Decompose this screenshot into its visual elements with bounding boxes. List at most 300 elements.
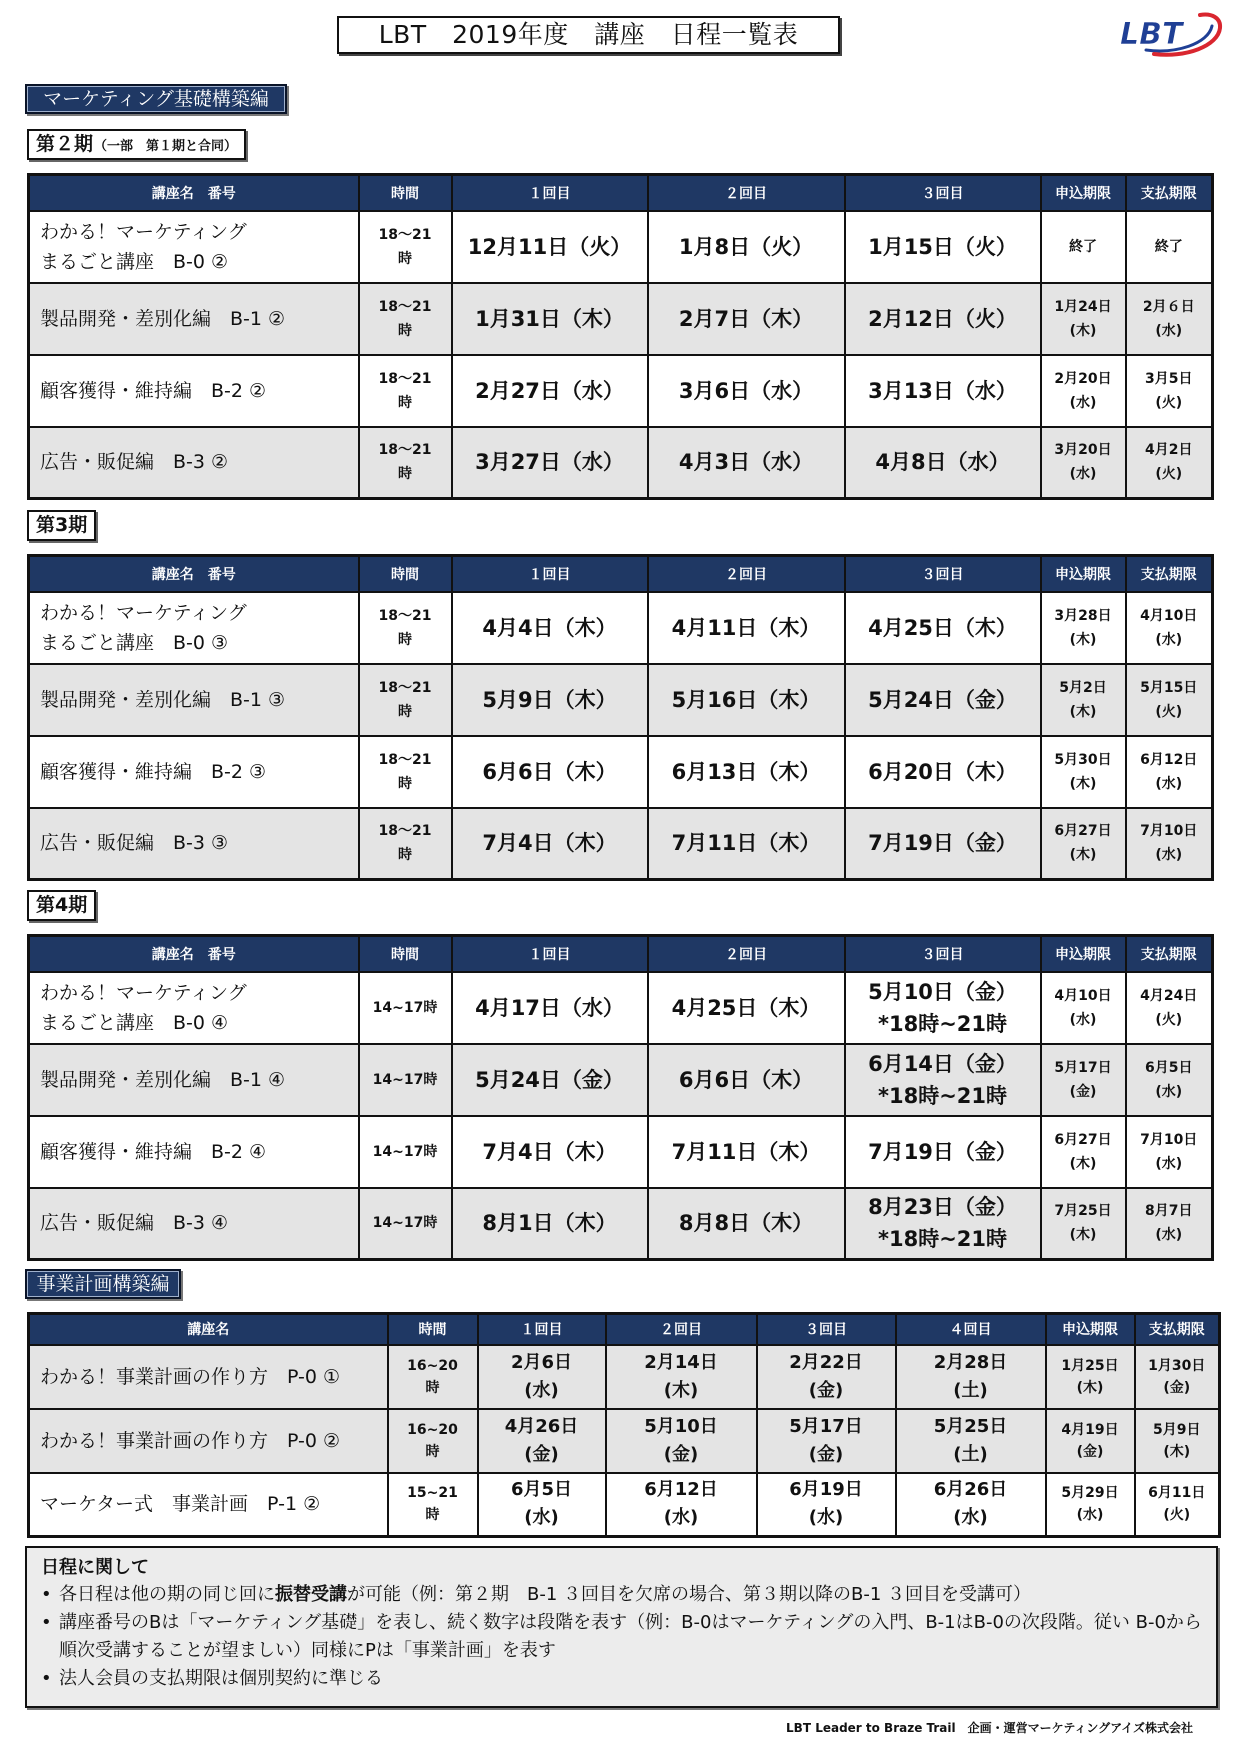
apply-deadline: 7月25日 — [1054, 1203, 1112, 1220]
column-header: ２回目 — [648, 936, 845, 972]
session-date: 5月16日（木） — [671, 687, 821, 712]
time-text: 時 — [398, 847, 412, 864]
session-date: *18時~21時 — [877, 1227, 1008, 1252]
apply-deadline: (水) — [1069, 1011, 1097, 1028]
course-name: わかる！マーケティング — [40, 601, 247, 624]
time-text: 18〜21 — [378, 751, 432, 768]
session-date: 6月20日（木） — [868, 759, 1017, 784]
session-date: 1月15日（火） — [868, 234, 1017, 259]
apply-deadline-cell — [1046, 1345, 1135, 1409]
course-name-cell — [29, 664, 359, 736]
course-row — [29, 1473, 1220, 1537]
apply-deadline-cell — [1046, 1473, 1135, 1537]
apply-deadline: (木) — [1069, 847, 1097, 864]
payment-deadline-cell — [1126, 972, 1213, 1044]
note-text: 講座番号のBは「マーケティング基礎」を表し、続く数字は段階を表す（例：B-0はマーケティングの入門、B-1はB-0の次段階。従い B-0から順次受講することが望ましい）同様にPは「事業計画」を表す — [59, 1612, 1202, 1661]
course-name: 顧客獲得・維持編 B-2 ④ — [40, 1140, 267, 1163]
table-body — [29, 1345, 1220, 1537]
session-date: 4月11日（木） — [671, 615, 821, 640]
session-2-cell — [648, 736, 845, 808]
course-row — [29, 808, 1213, 880]
session-date: 6月14日（金） — [868, 1051, 1017, 1076]
session-date: 2月7日（木） — [678, 306, 814, 331]
table-header — [29, 175, 1213, 211]
column-header: 講座名 — [29, 1314, 388, 1345]
payment-deadline: (水) — [1155, 322, 1183, 339]
payment-deadline: (水) — [1155, 631, 1183, 648]
session-date: 5月24日（金） — [868, 687, 1017, 712]
apply-deadline: (木) — [1069, 322, 1097, 339]
time-cell — [359, 355, 452, 427]
time-cell — [359, 1188, 452, 1260]
column-header: １回目 — [452, 175, 648, 211]
session-date: 2月22日 — [789, 1351, 863, 1373]
column-header: ３回目 — [845, 175, 1041, 211]
session-date: 3月6日（水） — [678, 378, 814, 403]
session-date: 6月19日 — [789, 1479, 863, 1501]
term-label-3 — [27, 510, 96, 541]
payment-deadline: 4月24日 — [1140, 987, 1198, 1004]
note-item — [41, 1609, 1204, 1665]
time-text: 時 — [425, 1379, 440, 1396]
session-2-cell — [606, 1409, 757, 1473]
course-name: 顧客獲得・維持編 B-2 ③ — [40, 760, 267, 783]
schedule-table-business-plan — [27, 1312, 1221, 1538]
course-row — [29, 972, 1213, 1044]
apply-deadline: 5月29日 — [1061, 1485, 1119, 1502]
payment-deadline-cell — [1135, 1345, 1220, 1409]
time-text: 時 — [425, 1507, 440, 1524]
apply-deadline: (木) — [1069, 703, 1097, 720]
apply-deadline-cell — [1041, 592, 1126, 664]
course-row — [29, 1409, 1220, 1473]
column-header: 申込期限 — [1041, 936, 1126, 972]
session-date: 8月23日（金） — [868, 1195, 1017, 1220]
session-date: 4月4日（木） — [482, 615, 617, 640]
table-header — [29, 556, 1213, 592]
note-item — [41, 1665, 1204, 1693]
time-text: 14~17時 — [372, 1143, 438, 1160]
session-1-cell — [452, 1116, 648, 1188]
apply-deadline-cell — [1041, 664, 1126, 736]
time-text: 時 — [398, 466, 412, 483]
session-2-cell — [648, 972, 845, 1044]
session-date: (水) — [808, 1507, 844, 1529]
column-header: 申込期限 — [1046, 1314, 1135, 1345]
time-cell — [359, 211, 452, 283]
payment-deadline: 1月30日 — [1148, 1357, 1206, 1374]
session-1-cell — [452, 283, 648, 355]
apply-deadline: 6月27日 — [1054, 823, 1112, 840]
table-body — [29, 211, 1213, 499]
term-note: （一部 第１期と合同） — [94, 139, 238, 154]
column-header: ２回目 — [606, 1314, 757, 1345]
session-4-cell — [896, 1345, 1046, 1409]
payment-deadline-cell — [1126, 736, 1213, 808]
session-date: 7月19日（金） — [868, 1139, 1017, 1164]
note-text: 各日程は他の期の同じ回に — [59, 1584, 275, 1605]
course-row — [29, 211, 1213, 283]
course-name: 広告・販促編 B-3 ② — [40, 451, 229, 474]
course-name: わかる！マーケティング — [40, 220, 247, 243]
time-cell — [359, 592, 452, 664]
session-3-cell — [845, 427, 1041, 499]
payment-deadline: (火) — [1155, 1011, 1183, 1028]
course-row — [29, 283, 1213, 355]
apply-deadline-cell — [1041, 211, 1126, 283]
session-date: 4月25日（木） — [868, 615, 1017, 640]
session-2-cell — [648, 664, 845, 736]
payment-deadline: 5月15日 — [1140, 679, 1198, 696]
payment-deadline: (水) — [1155, 847, 1183, 864]
session-1-cell — [478, 1409, 606, 1473]
page-title: LBT 2019年度 講座 日程一覧表 — [337, 16, 840, 54]
column-header: ２回目 — [648, 556, 845, 592]
time-text: 15~21 — [407, 1485, 458, 1502]
course-name-cell — [29, 592, 359, 664]
bullet-icon — [41, 1609, 52, 1637]
course-name-cell — [29, 283, 359, 355]
session-date: 1月31日（木） — [475, 306, 624, 331]
apply-deadline: (水) — [1069, 394, 1097, 411]
apply-deadline-cell — [1041, 1188, 1126, 1260]
time-cell — [359, 736, 452, 808]
session-3-cell — [845, 664, 1041, 736]
apply-deadline-cell — [1041, 355, 1126, 427]
note-item — [41, 1581, 1204, 1609]
apply-deadline: 3月20日 — [1054, 442, 1112, 459]
session-date: 6月26日 — [933, 1479, 1008, 1501]
session-date: 2月27日（水） — [475, 378, 624, 403]
apply-deadline: (木) — [1069, 1227, 1097, 1244]
time-text: 18〜21 — [378, 607, 432, 624]
apply-deadline: 6月27日 — [1054, 1131, 1112, 1148]
apply-deadline-cell — [1041, 283, 1126, 355]
course-row — [29, 1116, 1213, 1188]
time-cell — [388, 1409, 478, 1473]
payment-deadline: (火) — [1155, 394, 1183, 411]
payment-deadline: 4月2日 — [1145, 442, 1193, 459]
course-name-cell — [29, 1409, 388, 1473]
session-date: 4月17日（水） — [475, 995, 624, 1020]
note-text: 法人会員の支払期限は個別契約に準じる — [59, 1668, 383, 1689]
session-3-cell — [757, 1345, 896, 1409]
apply-deadline-cell — [1041, 808, 1126, 880]
session-1-cell — [452, 592, 648, 664]
session-date: 4月8日（水） — [875, 450, 1010, 475]
course-name: マーケター式 事業計画 P-1 ② — [40, 1493, 321, 1516]
session-date: 4月26日 — [504, 1415, 579, 1437]
time-cell — [359, 972, 452, 1044]
time-cell — [359, 283, 452, 355]
course-row — [29, 427, 1213, 499]
apply-deadline: 5月2日 — [1059, 679, 1107, 696]
payment-deadline-cell — [1126, 211, 1213, 283]
session-1-cell — [452, 1188, 648, 1260]
apply-deadline: (水) — [1076, 1507, 1104, 1524]
course-row — [29, 1188, 1213, 1260]
time-text: 時 — [398, 394, 412, 411]
session-date: (金) — [808, 1443, 844, 1465]
column-header: １回目 — [478, 1314, 606, 1345]
session-2-cell — [648, 808, 845, 880]
course-row — [29, 592, 1213, 664]
session-1-cell — [452, 736, 648, 808]
session-4-cell — [896, 1473, 1046, 1537]
payment-deadline-cell — [1126, 1044, 1213, 1116]
course-name: 製品開発・差別化編 B-1 ③ — [40, 688, 286, 711]
course-name: 顧客獲得・維持編 B-2 ② — [40, 379, 267, 402]
session-2-cell — [648, 1188, 845, 1260]
session-date: 8月1日（木） — [482, 1211, 617, 1236]
course-name-cell — [29, 355, 359, 427]
course-name-cell — [29, 211, 359, 283]
course-name-cell — [29, 1473, 388, 1537]
session-2-cell — [606, 1473, 757, 1537]
session-3-cell — [845, 736, 1041, 808]
apply-deadline: (木) — [1069, 631, 1097, 648]
payment-deadline-cell — [1126, 592, 1213, 664]
session-1-cell — [452, 1044, 648, 1116]
course-name-cell — [29, 736, 359, 808]
course-name-cell — [29, 1188, 359, 1260]
session-2-cell — [648, 427, 845, 499]
header-row — [29, 1314, 1220, 1345]
session-1-cell — [452, 808, 648, 880]
apply-deadline: 5月17日 — [1054, 1059, 1112, 1076]
course-name: わかる！事業計画の作り方 P-0 ① — [40, 1365, 341, 1388]
term-label-4 — [27, 890, 96, 921]
session-3-cell — [757, 1473, 896, 1537]
time-text: 14~17時 — [372, 999, 438, 1016]
time-text: 時 — [398, 775, 412, 792]
payment-deadline: (水) — [1155, 1155, 1183, 1172]
payment-deadline: (木) — [1163, 1443, 1191, 1460]
session-3-cell — [845, 592, 1041, 664]
apply-deadline: (木) — [1076, 1379, 1104, 1396]
payment-deadline: (水) — [1155, 1227, 1183, 1244]
session-date: *18時~21時 — [877, 1083, 1008, 1108]
apply-deadline: 1月24日 — [1054, 298, 1112, 315]
session-date: 2月12日（火） — [868, 306, 1017, 331]
time-text: 14~17時 — [372, 1071, 438, 1088]
apply-deadline-cell — [1046, 1409, 1135, 1473]
term-title: 第3期 — [36, 514, 88, 536]
session-date: 5月25日 — [933, 1415, 1008, 1437]
schedule-table-term-3 — [27, 554, 1214, 881]
course-name: まるごと講座 B-0 ② — [40, 250, 229, 273]
time-text: 時 — [425, 1443, 440, 1460]
course-name: わかる！マーケティング — [40, 981, 247, 1004]
course-row — [29, 736, 1213, 808]
time-cell — [359, 664, 452, 736]
time-text: 時 — [398, 703, 412, 720]
session-date: (水) — [524, 1507, 559, 1529]
schedule-notes — [25, 1546, 1218, 1708]
apply-deadline-cell — [1041, 1044, 1126, 1116]
session-2-cell — [648, 211, 845, 283]
session-date: 1月8日（火） — [678, 234, 814, 259]
apply-deadline: (金) — [1069, 1083, 1097, 1100]
note-text: が可能（例：第２期 B-1 ３回目を欠席の場合、第３期以降のB-1 ３回目を受講可） — [347, 1584, 1032, 1605]
session-2-cell — [648, 283, 845, 355]
apply-deadline: (金) — [1076, 1443, 1104, 1460]
session-date: 6月13日（木） — [671, 759, 821, 784]
time-cell — [359, 1044, 452, 1116]
session-date: 7月11日（木） — [671, 1139, 821, 1164]
payment-deadline-cell — [1126, 1116, 1213, 1188]
course-row — [29, 355, 1213, 427]
session-date: (木) — [663, 1379, 699, 1401]
session-3-cell — [757, 1409, 896, 1473]
payment-deadline: (火) — [1155, 466, 1183, 483]
apply-deadline: (木) — [1069, 775, 1097, 792]
payment-deadline-cell — [1126, 808, 1213, 880]
column-header: 講座名 番号 — [29, 175, 359, 211]
session-4-cell — [896, 1409, 1046, 1473]
column-header: 講座名 番号 — [29, 936, 359, 972]
time-cell — [359, 1116, 452, 1188]
column-header: 支払期限 — [1126, 936, 1213, 972]
footer-credit: LBT Leader to Braze Trail 企画・運営マーケティングアイズ株式会社 — [786, 1721, 1193, 1735]
column-header: 支払期限 — [1135, 1314, 1220, 1345]
column-header: １回目 — [452, 556, 648, 592]
session-2-cell — [648, 355, 845, 427]
payment-deadline: 4月10日 — [1140, 607, 1198, 624]
session-date: 5月10日 — [644, 1415, 718, 1437]
logo-text: LBT — [1120, 17, 1183, 52]
payment-deadline: (水) — [1155, 1083, 1183, 1100]
payment-deadline: 5月9日 — [1153, 1421, 1201, 1438]
session-3-cell — [845, 1044, 1041, 1116]
column-header: ４回目 — [896, 1314, 1046, 1345]
session-1-cell — [452, 211, 648, 283]
session-3-cell — [845, 1116, 1041, 1188]
course-row — [29, 664, 1213, 736]
course-name: まるごと講座 B-0 ④ — [40, 1011, 229, 1034]
session-date: 3月13日（水） — [868, 378, 1017, 403]
apply-deadline: 4月19日 — [1061, 1421, 1119, 1438]
apply-deadline-cell — [1041, 972, 1126, 1044]
course-name-cell — [29, 427, 359, 499]
session-1-cell — [452, 355, 648, 427]
session-date: 12月11日（火） — [467, 234, 632, 259]
payment-deadline: 6月12日 — [1140, 751, 1198, 768]
session-date: *18時~21時 — [877, 1011, 1008, 1036]
time-text: 18〜21 — [378, 823, 432, 840]
session-date: (土) — [953, 1379, 988, 1401]
session-2-cell — [648, 592, 845, 664]
payment-deadline: 8月7日 — [1145, 1203, 1193, 1220]
column-header: ３回目 — [845, 556, 1041, 592]
session-date: 4月3日（水） — [678, 450, 814, 475]
notes-title: 日程に関して — [41, 1557, 149, 1578]
term-label-2 — [27, 129, 246, 160]
apply-deadline: (水) — [1069, 466, 1097, 483]
time-text: 18〜21 — [378, 298, 432, 315]
time-text: 18〜21 — [378, 226, 432, 243]
course-row — [29, 1345, 1220, 1409]
session-date: (金) — [663, 1443, 699, 1465]
payment-deadline-cell — [1135, 1409, 1220, 1473]
table-body — [29, 972, 1213, 1260]
payment-deadline: 終了 — [1154, 238, 1183, 255]
column-header: ３回目 — [757, 1314, 896, 1345]
time-text: 18〜21 — [378, 370, 432, 387]
time-text: 18〜21 — [378, 679, 432, 696]
apply-deadline-cell — [1041, 736, 1126, 808]
session-date: 2月28日 — [933, 1351, 1008, 1373]
course-name: 広告・販促編 B-3 ③ — [40, 832, 229, 855]
time-text: 14~17時 — [372, 1215, 438, 1232]
session-3-cell — [845, 1188, 1041, 1260]
table-header — [29, 936, 1213, 972]
schedule-table-term-2 — [27, 173, 1214, 500]
session-date: 7月19日（金） — [868, 831, 1017, 856]
column-header: ２回目 — [648, 175, 845, 211]
payment-deadline: (火) — [1155, 703, 1183, 720]
session-date: 7月11日（木） — [671, 831, 821, 856]
course-name: 製品開発・差別化編 B-1 ④ — [40, 1068, 286, 1091]
course-name: 広告・販促編 B-3 ④ — [40, 1212, 229, 1235]
session-date: 2月6日 — [510, 1351, 573, 1373]
schedule-table-term-4 — [27, 934, 1214, 1261]
payment-deadline: (金) — [1163, 1379, 1191, 1396]
column-header: 時間 — [359, 936, 452, 972]
column-header: 時間 — [359, 175, 452, 211]
payment-deadline: 6月5日 — [1145, 1059, 1193, 1076]
payment-deadline: 6月11日 — [1148, 1485, 1206, 1502]
session-date: (金) — [808, 1379, 844, 1401]
column-header: １回目 — [452, 936, 648, 972]
apply-deadline: (木) — [1069, 1155, 1097, 1172]
course-name: わかる！事業計画の作り方 P-0 ② — [40, 1429, 341, 1452]
section-label-business-plan: 事業計画構築編 — [25, 1269, 181, 1299]
apply-deadline-cell — [1041, 427, 1126, 499]
session-3-cell — [845, 211, 1041, 283]
time-text: 時 — [398, 250, 412, 267]
payment-deadline-cell — [1135, 1473, 1220, 1537]
session-date: (土) — [953, 1443, 988, 1465]
payment-deadline-cell — [1126, 1188, 1213, 1260]
bullet-icon — [41, 1581, 52, 1609]
time-text: 16~20 — [407, 1421, 458, 1438]
session-date: (水) — [663, 1507, 699, 1529]
session-date: 5月24日（金） — [475, 1067, 624, 1092]
table-header — [29, 1314, 1220, 1345]
time-text: 18〜21 — [378, 442, 432, 459]
payment-deadline: 7月10日 — [1140, 823, 1198, 840]
payment-deadline: 2月６日 — [1142, 298, 1195, 315]
session-date: 7月4日（木） — [482, 831, 617, 856]
note-emphasis: 振替受講 — [275, 1584, 347, 1605]
column-header: 時間 — [388, 1314, 478, 1345]
session-date: 5月10日（金） — [868, 979, 1017, 1004]
course-name-cell — [29, 1044, 359, 1116]
session-3-cell — [845, 283, 1041, 355]
course-name-cell — [29, 1116, 359, 1188]
column-header: 支払期限 — [1126, 556, 1213, 592]
session-1-cell — [452, 427, 648, 499]
session-date: 5月17日 — [789, 1415, 863, 1437]
table-body — [29, 592, 1213, 880]
time-cell — [359, 427, 452, 499]
session-date: 3月27日（水） — [475, 450, 624, 475]
session-date: (水) — [524, 1379, 559, 1401]
payment-deadline-cell — [1126, 283, 1213, 355]
session-1-cell — [478, 1345, 606, 1409]
lbt-logo-mark — [1118, 8, 1226, 58]
